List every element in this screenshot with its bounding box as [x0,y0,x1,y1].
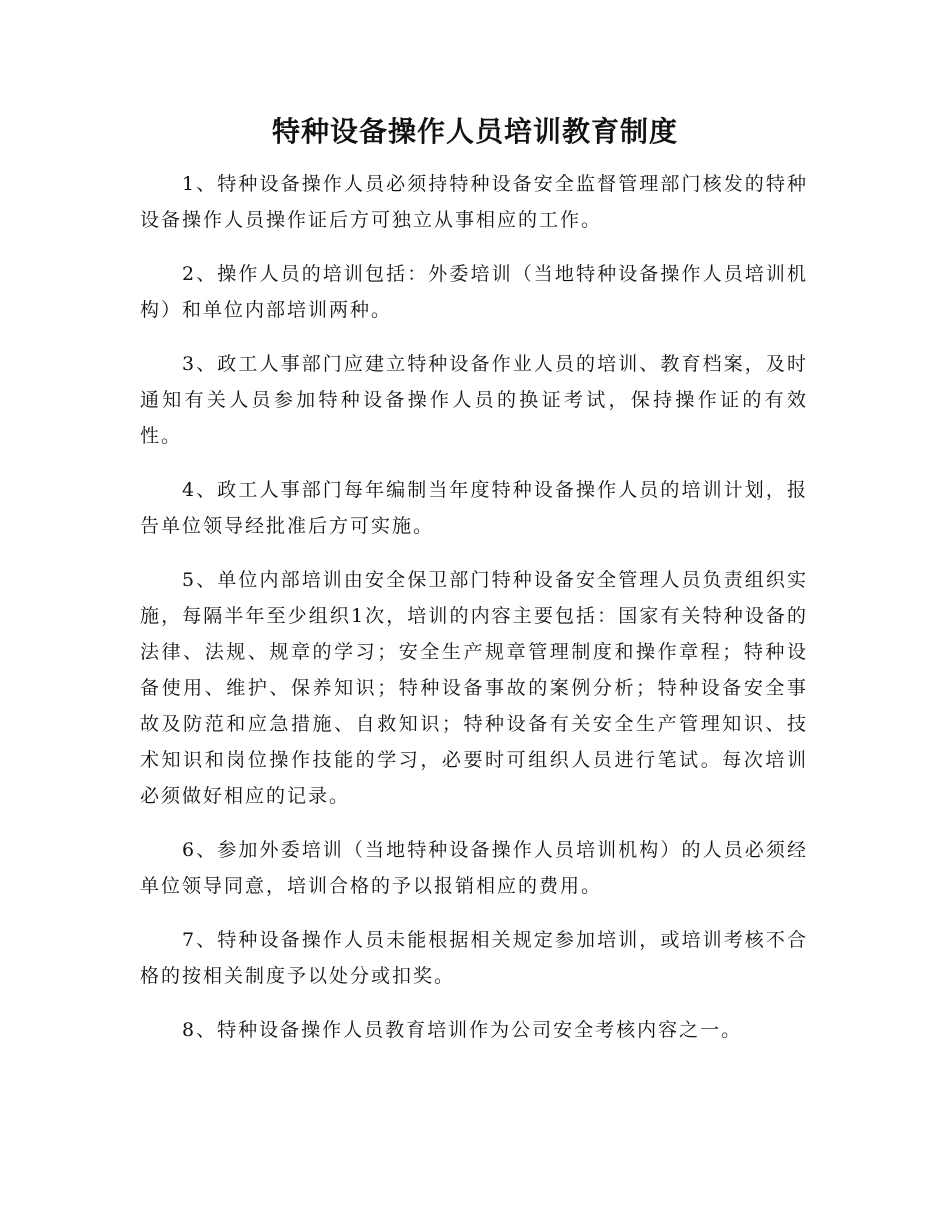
paragraph-4: 4、政工人事部门每年编制当年度特种设备操作人员的培训计划，报告单位领导经批准后方可实施。 [140,479,808,537]
paragraph-6: 6、参加外委培训（当地特种设备操作人员培训机构）的人员必须经单位领导同意，培训合格的予以报销相应的费用。 [140,839,808,897]
paragraph-1: 1、特种设备操作人员必须持特种设备安全监督管理部门核发的特种设备操作人员操作证后方可独立从事相应的工作。 [140,173,808,231]
document-title: 特种设备操作人员培训教育制度 [271,115,678,148]
paragraph-5: 5、单位内部培训由安全保卫部门特种设备安全管理人员负责组织实施，每隔半年至少组织1次，培训的内容主要包括：国家有关特种设备的法律、法规、规章的学习；安全生产规章管理制度和操作章程；特种设备使用、维护、保养知识；特种设备事故的案例分析；特种设备安全事故及防范和应急措施、自救知识；特种设备有关安全生产管理知识、技术知识和岗位操作技能的学习，必要时可组织人员进行笔试。每次培训必须做好相应的记录。 [140,569,808,807]
paragraph-7: 7、特种设备操作人员未能根据相关规定参加培训，或培训考核不合格的按相关制度予以处分或扣奖。 [140,929,808,987]
paragraph-8: 8、特种设备操作人员教育培训作为公司安全考核内容之一。 [182,1019,743,1041]
paragraph-3: 3、政工人事部门应建立特种设备作业人员的培训、教育档案，及时通知有关人员参加特种设备操作人员的换证考试，保持操作证的有效性。 [140,353,808,447]
document-body [140,166,808,1066]
paragraph-2: 2、操作人员的培训包括：外委培训（当地特种设备操作人员培训机构）和单位内部培训两种。 [140,263,808,321]
